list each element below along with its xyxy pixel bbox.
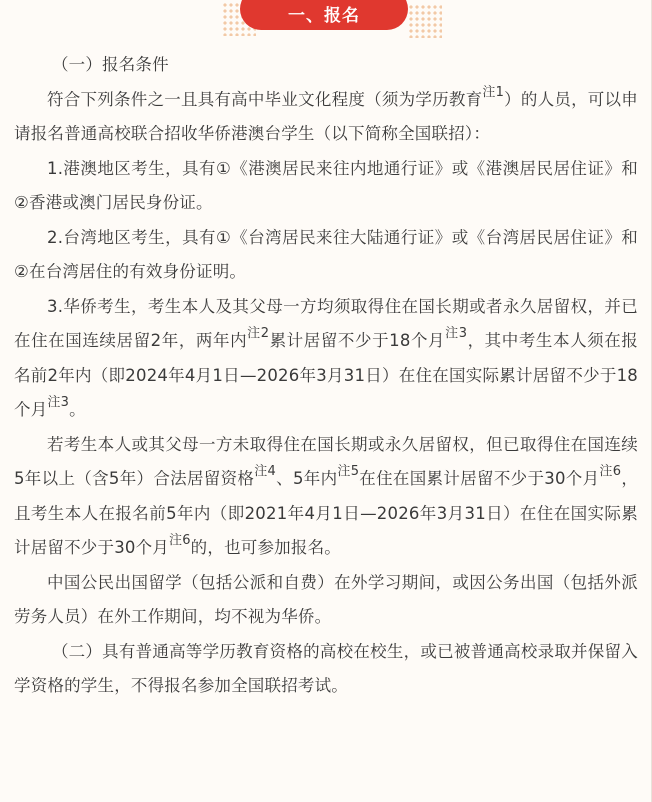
text-span: 、5年内 bbox=[276, 469, 338, 488]
paragraph-section-2: （二）具有普通高等学历教育资格的高校在校生，或已被普通高校录取并保留入学资格的学生，不得报名参加全国联招考试。 bbox=[14, 641, 638, 695]
text-span: 符合下列条件之一且具有高中毕业文化程度（须为学历教育 bbox=[47, 89, 483, 109]
paragraph-alternative bbox=[14, 428, 638, 566]
section-header-badge bbox=[240, 0, 408, 30]
article-body bbox=[14, 48, 638, 704]
footnote-ref: 注6 bbox=[599, 464, 622, 479]
footnote-ref: 注2 bbox=[247, 326, 270, 341]
subsection-title-conditions: （一）报名条件 bbox=[51, 55, 169, 74]
text-span: 在住在国累计居留不少于30个月 bbox=[359, 469, 600, 488]
text-span: ）的人员，可以申请报名普通高校联合招收华侨港澳台学生（以下简称全国联招）： bbox=[14, 89, 638, 143]
text-span: ，其中考生本人须在报名前2年内（即2024年4月1日—2026年3月31日）在住在国实际累计居留不少于18个月 bbox=[14, 331, 639, 419]
footnote-ref: 注3 bbox=[445, 326, 468, 341]
text-span: ，且考生本人在报名前5年内（即2021年4月1日—2026年3月31日）在住在国实际累计居留不少于30个月 bbox=[14, 469, 639, 557]
footnote-ref: 注6 bbox=[169, 533, 191, 548]
paragraph-abroad: 中国公民出国留学（包括公派和自费）在外学习期间，或因公务出国（包括外派劳务人员）在外工作期间，均不视为华侨。 bbox=[14, 572, 638, 626]
text-span: 的，也可参加报名。 bbox=[190, 538, 341, 557]
text-span: 。 bbox=[69, 400, 86, 419]
footnote-ref: 注1 bbox=[482, 84, 505, 100]
decorative-dots-right bbox=[408, 4, 442, 38]
paragraph-item-1: 1.港澳地区考生，具有①《港澳居民来往内地通行证》或《港澳居民居住证》和②香港或澳门居民身份证。 bbox=[14, 158, 638, 212]
text-span: 若考生本人或其父母一方未取得住在国长期或永久居留权，但已取得住在国连续5年以上（含5年）合法居留资格 bbox=[14, 434, 638, 488]
text-span: 累计居留不少于18个月 bbox=[269, 331, 446, 350]
paragraph-item-3 bbox=[14, 290, 638, 428]
footnote-ref: 注4 bbox=[254, 464, 277, 479]
section-header-title: 一、报名 bbox=[288, 5, 360, 26]
footnote-ref: 注5 bbox=[337, 464, 360, 479]
paragraph-intro bbox=[14, 83, 638, 152]
paragraph-item-2: 2.台湾地区考生，具有①《台湾居民来往大陆通行证》或《台湾居民居住证》和②在台湾居住的有效身份证明。 bbox=[14, 227, 638, 281]
text-span: 3.华侨考生，考生本人及其父母一方均须取得住在国长期或者永久居留权，并已在住在国连续居留2年，两年内 bbox=[14, 296, 638, 350]
footnote-ref: 注3 bbox=[47, 395, 70, 410]
